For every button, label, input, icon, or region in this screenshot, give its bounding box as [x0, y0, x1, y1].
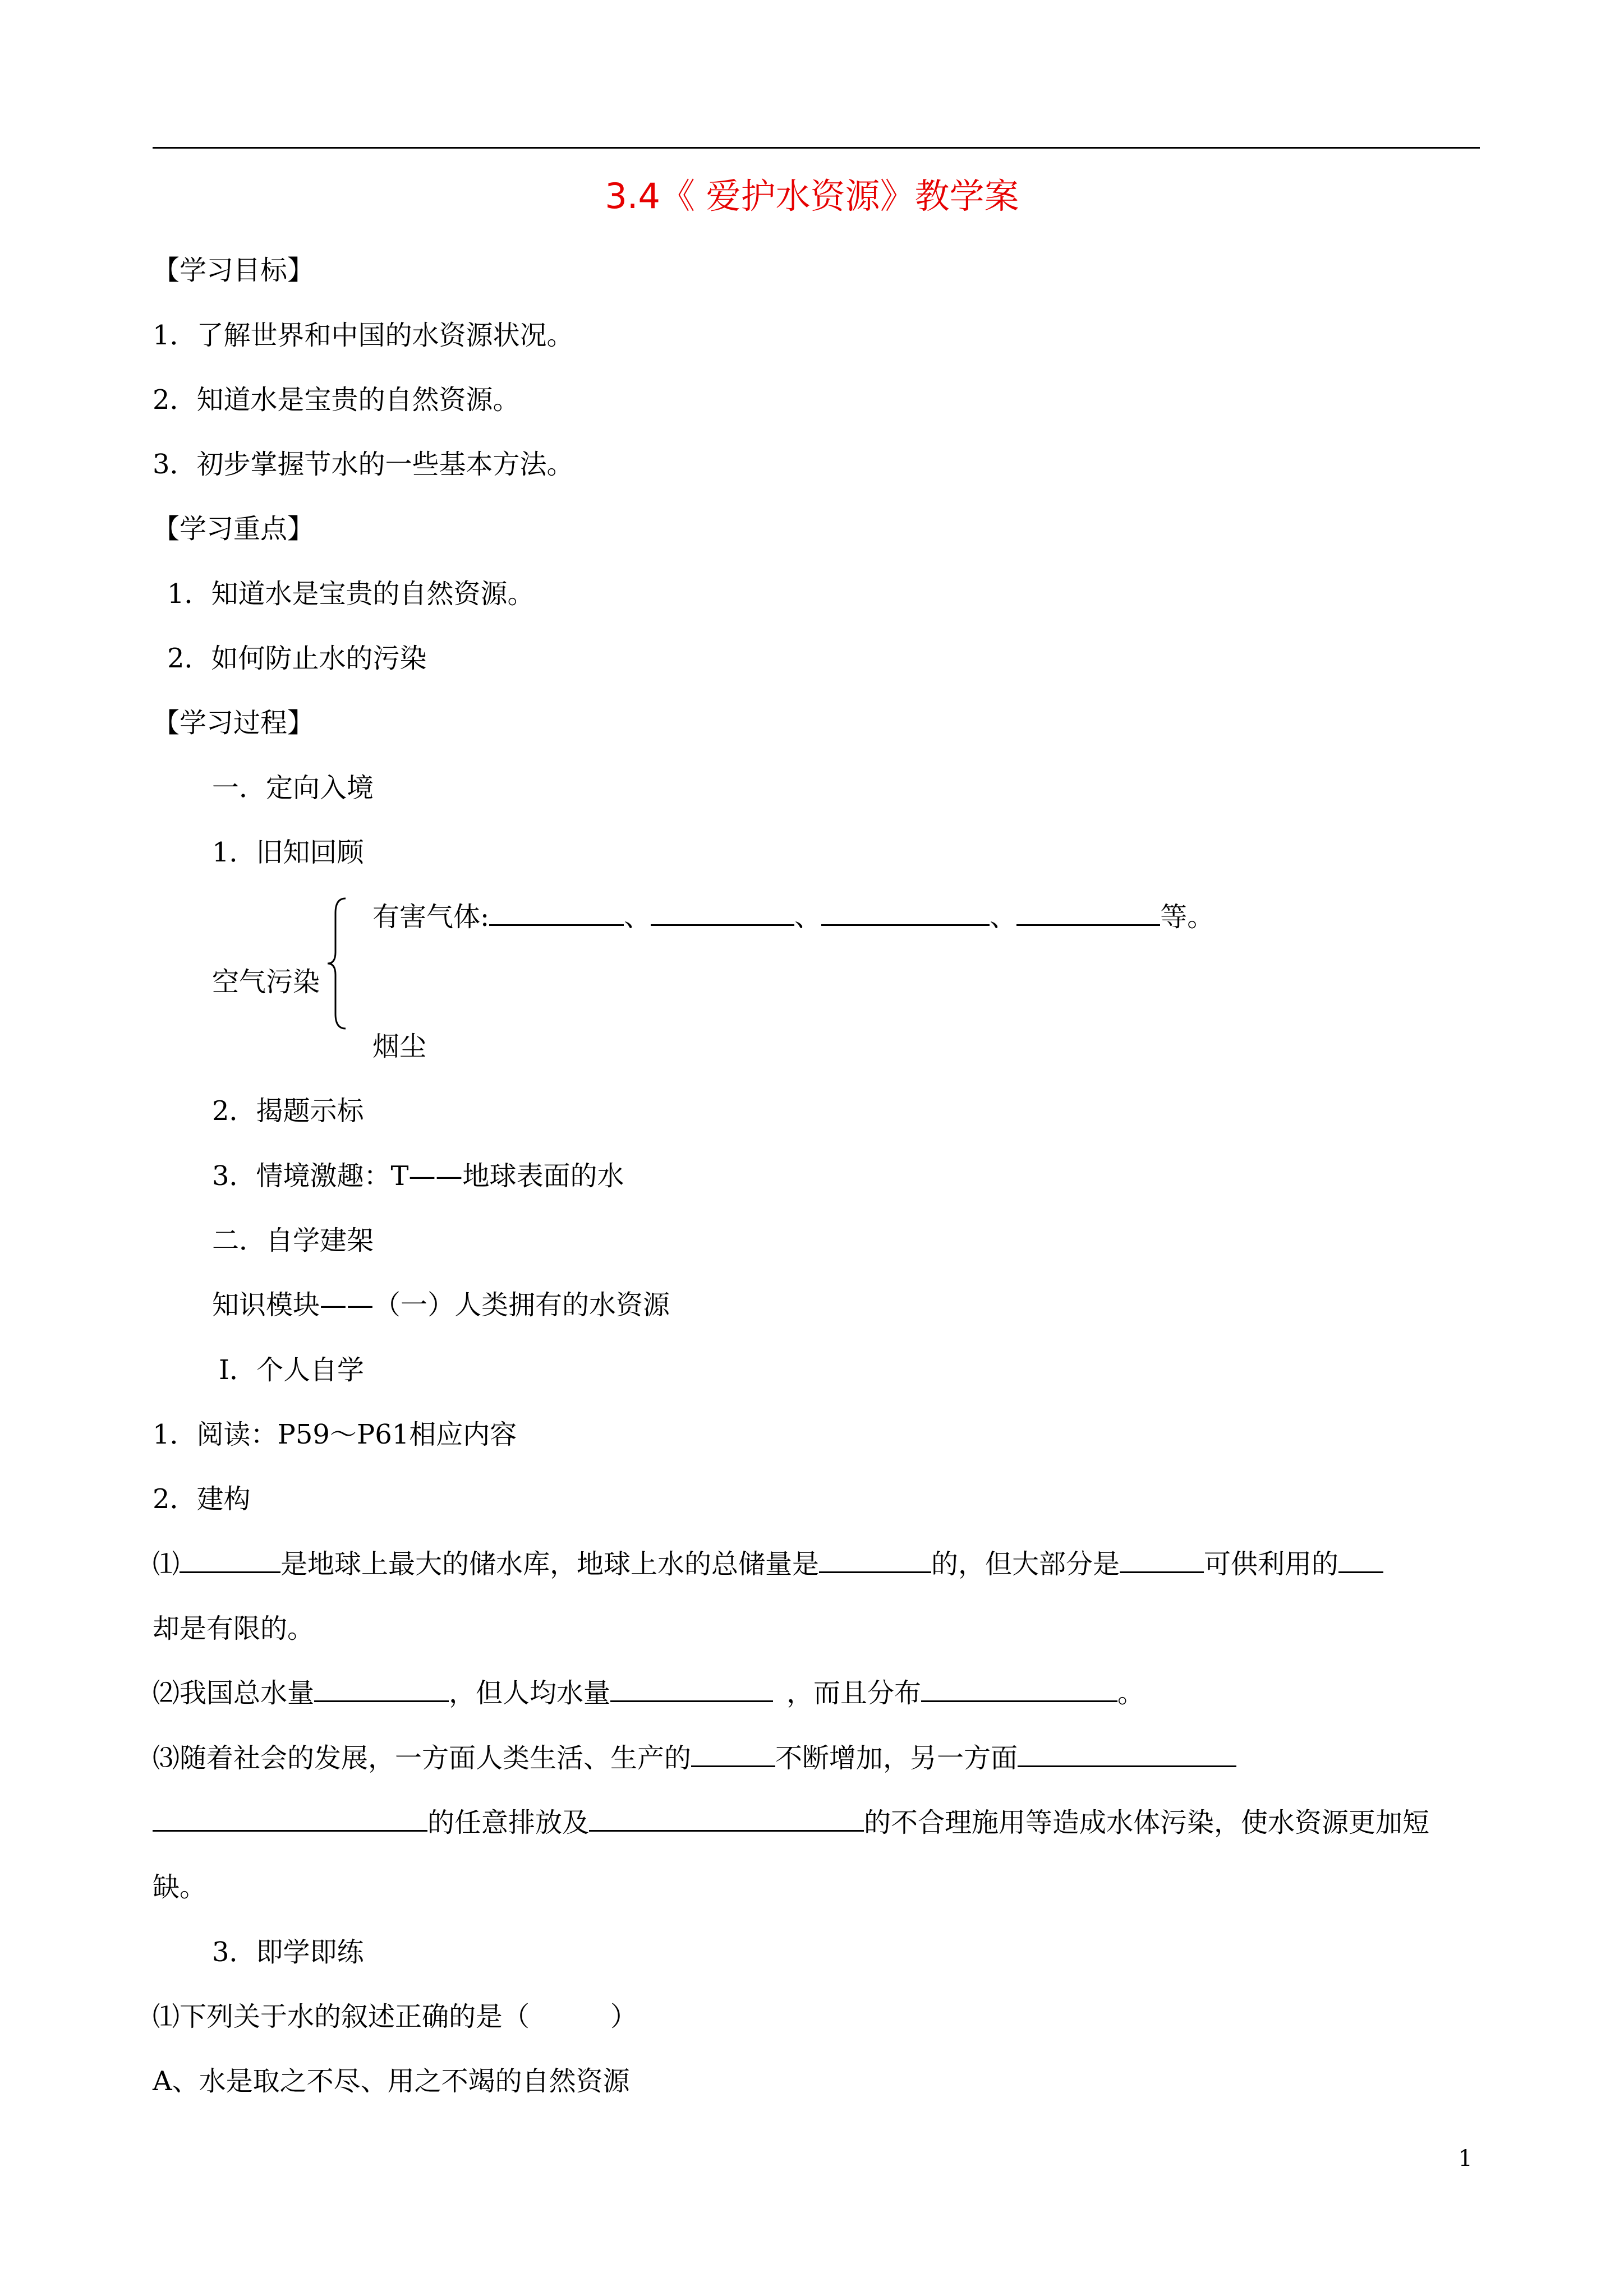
- practice-option-a: A、水是取之不尽、用之不竭的自然资源: [153, 2066, 630, 2097]
- keypoint-item: 2．如何防止水的污染: [167, 643, 427, 674]
- blank-q1-2[interactable]: [819, 1545, 931, 1573]
- objective-item: 2．知道水是宝贵的自然资源。: [153, 384, 520, 416]
- construct-q3: ⑶随着社会的发展，一方面人类生活、生产的 不断增加，另一方面: [153, 1739, 1236, 1778]
- page-title: 3.4《 爱护水资源》教学案: [605, 176, 1019, 216]
- blank-gas-3[interactable]: [821, 897, 990, 926]
- blank-gas-1[interactable]: [489, 897, 624, 926]
- blank-q3-2[interactable]: [1018, 1739, 1236, 1767]
- section-heading-keypoints: 【学习重点】: [153, 513, 315, 545]
- step-item: 1．旧知回顾: [212, 837, 364, 868]
- blank-gas-4[interactable]: [1016, 897, 1160, 926]
- practice-question: ⑴下列关于水的叙述正确的是（ ）: [153, 2001, 638, 2032]
- blank-q2-1[interactable]: [314, 1673, 449, 1702]
- step-heading: Ⅰ．个人自学: [219, 1354, 364, 1386]
- step-item: 3．情境激趣：T——地球表面的水: [212, 1160, 624, 1192]
- harmful-gas-line: 有害气体: 、 、 、 等。: [372, 897, 1214, 937]
- blank-q3-4[interactable]: [589, 1803, 864, 1832]
- step-item: 1．阅读：P59～P61相应内容: [153, 1419, 517, 1450]
- subsection-heading: 二．自学建架: [212, 1225, 374, 1256]
- air-pollution-label: 空气污染: [212, 966, 320, 998]
- blank-q1-1[interactable]: [180, 1545, 280, 1573]
- section-heading-objectives: 【学习目标】: [153, 255, 315, 286]
- step-item: 3．即学即练: [212, 1937, 364, 1968]
- construct-q1-cont: 却是有限的。: [153, 1613, 315, 1644]
- header-rule: [153, 147, 1480, 149]
- blank-q1-3[interactable]: [1120, 1545, 1204, 1573]
- subsection-heading: 一．定向入境: [212, 772, 374, 804]
- module-heading: 知识模块——（一）人类拥有的水资源: [212, 1289, 670, 1321]
- construct-q3-cont: 的任意排放及 的不合理施用等造成水体污染，使水资源更加短: [153, 1803, 1429, 1842]
- step-item: 2．建构: [153, 1483, 251, 1515]
- blank-gas-2[interactable]: [651, 897, 794, 926]
- construct-q3-end: 缺。: [153, 1871, 207, 1903]
- objective-item: 3．初步掌握节水的一些基本方法。: [153, 449, 574, 480]
- blank-q2-2[interactable]: [610, 1673, 773, 1702]
- brace-icon: [325, 896, 348, 1031]
- step-item: 2．揭题示标: [212, 1095, 364, 1127]
- page-number: 1: [1458, 2146, 1473, 2171]
- blank-q2-3[interactable]: [921, 1673, 1117, 1702]
- construct-q2: ⑵我国总水量 ，但人均水量 ，而且分布 。: [153, 1673, 1144, 1713]
- section-heading-process: 【学习过程】: [153, 707, 315, 739]
- blank-q1-4[interactable]: [1338, 1545, 1383, 1573]
- blank-q3-3[interactable]: [153, 1803, 427, 1832]
- objective-item: 1．了解世界和中国的水资源状况。: [153, 320, 574, 351]
- construct-q1: ⑴ 是地球上最大的储水库，地球上水的总储量是 的，但大部分是 可供利用的: [153, 1545, 1383, 1584]
- blank-q3-1[interactable]: [691, 1739, 775, 1767]
- dust-label: 烟尘: [372, 1031, 427, 1062]
- keypoint-item: 1．知道水是宝贵的自然资源。: [167, 578, 535, 610]
